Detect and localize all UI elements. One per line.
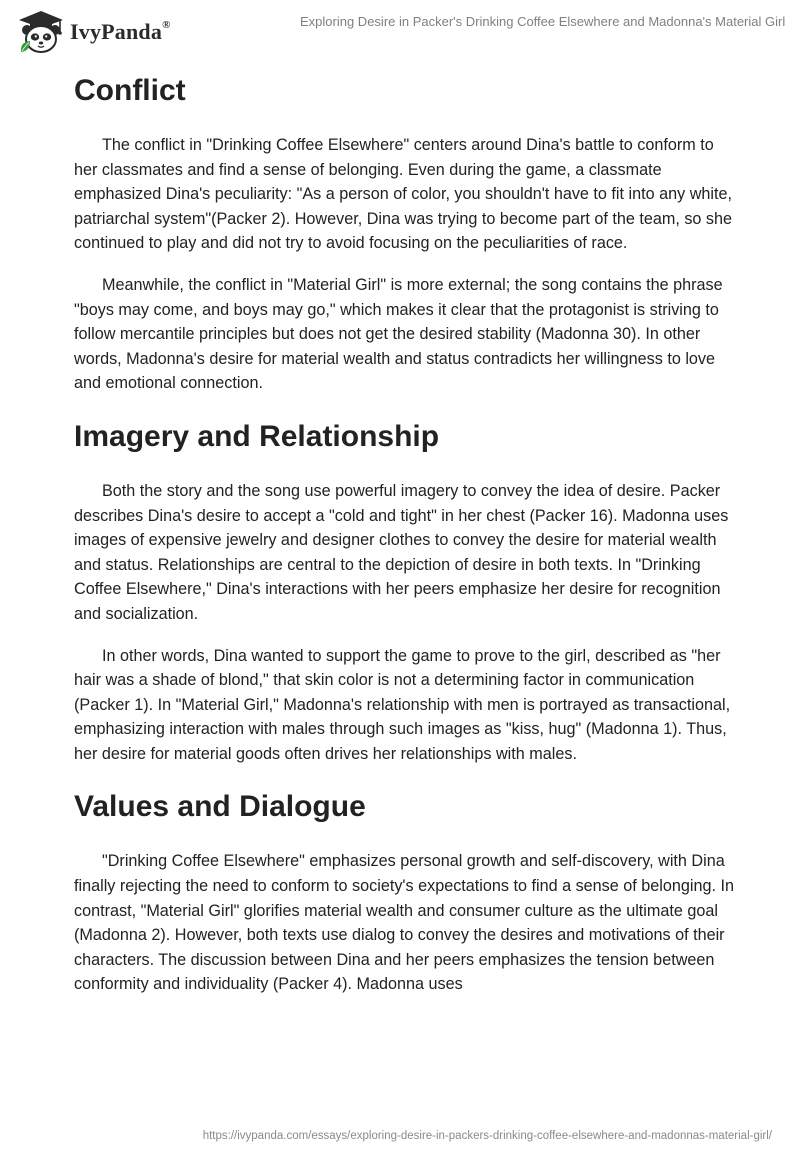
- paragraph: Both the story and the song use powerful imagery to convey the idea of desire. Packer describes Dina's desire to accept a "cold and tight" in her chest (Packer 16). Madonna uses images of expensive jewelry and designer clothes to convey the desire for material wealth and status. Relationships are central to the depiction of desire in both texts. In "Drinking Coffee Elsewhere," Dina's interactions with her peers emphasize her desire for recognition and socialization.: [74, 481, 729, 623]
- ivypanda-logo[interactable]: [16, 6, 171, 58]
- panda-graduation-icon: [16, 8, 66, 56]
- paragraph: In other words, Dina wanted to support the game to prove to the girl, described as "her hair was a shade of blond," that skin color is not a determining factor in communication (Packer 1). In "Material Girl," Madonna's relationship with men is portrayed as transactional, emphasizing interaction with males through such images as "kiss, hug" (Madonna 1). Thus, her desire for material goods often drives her relationships with males.: [74, 646, 731, 763]
- paragraph: The conflict in "Drinking Coffee Elsewhere" centers around Dina's battle to conform to her classmates and find a sense of belonging. Even during the game, a classmate emphasized Dina's peculiarity: "As a person of color, you shouldn't have to fit into any white, patriarchal system"(Packer 2). However, Dina was trying to become part of the team, so she continued to play and did not try to avoid focusing on the peculiarities of race.: [74, 136, 733, 253]
- paragraph: "Drinking Coffee Elsewhere" emphasizes personal growth and self-discovery, with Dina finally rejecting the need to conform to society's expectations to find a sense of belonging. In contrast, "Material Girl" glorifies material wealth and consumer culture as the ultimate goal (Madonna 2). However, both texts use dialog to convey the desires and motivations of their characters. The discussion between Dina and her peers emphasizes the tension between conformity and individuality (Packer 4). Madonna uses: [74, 852, 734, 994]
- section-values-and-dialogue: [74, 786, 734, 997]
- page-header: [0, 0, 800, 62]
- article-body: [74, 70, 734, 997]
- paragraph: Meanwhile, the conflict in "Material Girl" is more external; the song contains the phrase "boys may come, and boys may go," which makes it clear that the protagonist is striving to follow mercantile principles but does not get the desired stability (Madonna 30). In other words, Madonna's desire for material wealth and status contradicts her willingness to love and emotional connection.: [74, 275, 723, 393]
- section-conflict: [74, 70, 734, 396]
- section-heading: Imagery and Relationship: [74, 419, 440, 453]
- section-heading: Values and Dialogue: [74, 790, 366, 824]
- section-imagery-and-relationship: [74, 416, 734, 767]
- section-heading: Conflict: [74, 74, 186, 107]
- document-title: Exploring Desire in Packer's Drinking Coffee Elsewhere and Madonna's Material Girl: [300, 14, 786, 29]
- source-url[interactable]: https://ivypanda.com/essays/exploring-desire-in-packers-drinking-coffee-elsewhere-and-madonnas-material-girl/: [202, 1130, 772, 1142]
- brand-name: IvyPanda®: [70, 18, 171, 44]
